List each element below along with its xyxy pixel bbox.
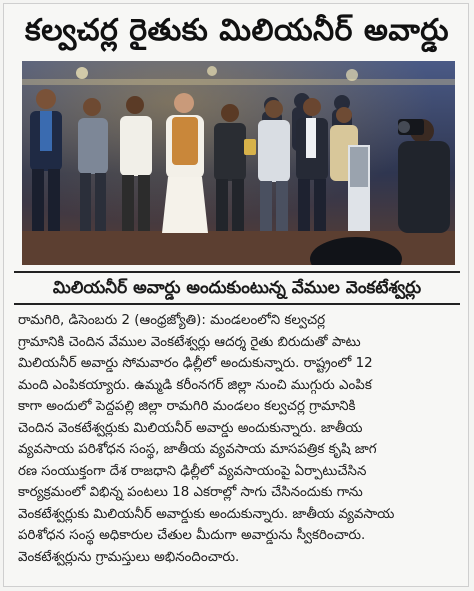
body-line: కార్యక్రమంలో విభిన్న పంటలు 18 ఎకరాల్లో సాగు చేసినందుకు గాను	[18, 485, 363, 500]
award-ceremony-photo	[22, 61, 455, 265]
body-line: మంది ఎంపికయ్యారు. ఉమ్మడి కరీంనగర్ జిల్లా నుంచి ముగ్గురు ఎంపిక	[18, 377, 372, 393]
body-line: రామగిరి, డిసెంబరు 2 (ఆంధ్రజ్యోతి): మండలంలోని కల్వచర్ల	[18, 313, 326, 328]
body-line: వ్యవసాయ పరిశోధన సంస్థ, జాతీయ వ్యవసాయ మాసపత్రిక కృషి జాగ	[18, 442, 377, 457]
body-line: వెంకటేశ్వర్లును గ్రామస్తులు అభినందించారు.	[18, 549, 240, 565]
body-line: గ్రామానికి చెందిన వేముల వెంకటేశ్వర్లు ఆదర్శ రైతు బిరుదుతో పాటు	[18, 334, 361, 350]
body-line: చెందిన వెంకటేశ్వర్లుకు మిలియనీర్ అవార్డు అందుకున్నారు. జాతీయ	[18, 420, 363, 436]
body-line: రణ సంయుక్తంగా దేశ రాజధాని ఢిల్లీలో వ్యవసాయంపై ఏర్పాటుచేసిన	[18, 463, 367, 479]
body-line: మిలియనీర్ అవార్డు సోమవారం ఢిల్లీలో అందుకున్నారు. రాష్ట్రంలో 12	[18, 356, 373, 371]
headline: కల్వచర్ల రైతుకు మిలియనీర్ అవార్డు	[25, 13, 449, 48]
photo-caption: మిలియనీర్ అవార్డు అందుకుంటున్న వేముల వెంకటేశ్వర్లు	[52, 278, 422, 298]
photo-caption-box	[4, 271, 470, 305]
caption-rule-bottom	[14, 303, 460, 305]
body-line: పరిశోధన సంస్థ అధికారుల చేతుల మీదుగా అవార్డును స్వీకరించారు.	[18, 528, 366, 543]
body-line: కాగా అందులో పెద్దపల్లి జిల్లా రామగిరి మండలం కల్వచర్ల గ్రామానికి	[18, 399, 356, 414]
newspaper-clipping	[3, 3, 469, 587]
article-body	[18, 310, 458, 568]
body-line: వెంకటేశ్వర్లుకు మిలియనీర్ అవార్డుకు అందుకున్నారు. జాతీయ వ్యవసాయ	[18, 506, 395, 522]
